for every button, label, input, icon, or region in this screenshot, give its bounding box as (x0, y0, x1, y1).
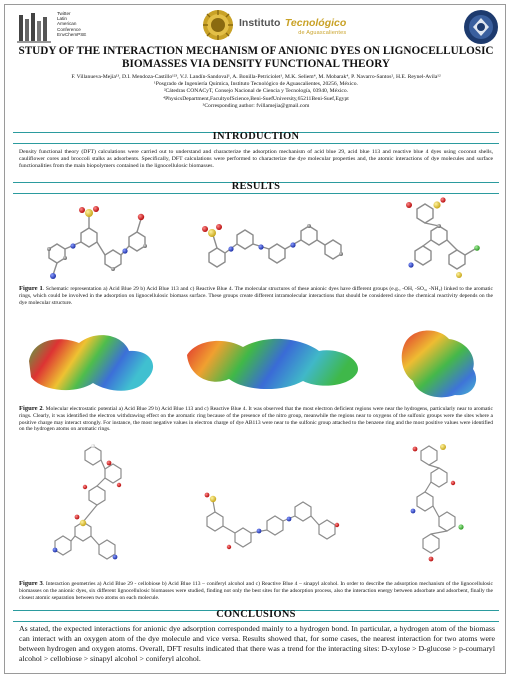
author-block (15, 74, 497, 110)
affiliation: ²Cátedras CONACyT, Consejo Nacional de Ciencia y Tecnología, 03940, México. (163, 88, 349, 95)
institution-word: Instituto (239, 17, 281, 29)
mep-acid-blue-29 (29, 335, 153, 391)
figure-1-caption (19, 286, 493, 306)
caption-text: . Molecular electrostatic potential a) Acid Blue 29 b) Acid Blue 113 and c) Reactive Blue 4. It was observed that the most electron deficient regions were near the hydrogens, particularly near to aromatic rings. Clearly, it was identified the electron withdrawing effect on the aromatic ring because of the presence of the nitro group, meanwhile the regions near to oxygens of the sulfonic groups were the sites where a positive charge may interact strongly. For instance, the most negative values in electron charge of dye AB113 were near to the sulfonic group attached to the benzene ring and the most positive values were identified on the hydrogen atoms on aromatic rings. (19, 406, 493, 433)
institution-subtitle: de Aguascalientes (298, 30, 347, 36)
tecnm-seal-icon (461, 8, 501, 46)
conclusions-header (13, 607, 499, 623)
section-title: CONCLUSIONS (216, 609, 296, 620)
conference-logo (13, 11, 55, 45)
logo-line: Conference (57, 26, 81, 32)
figure-2-mep-maps (19, 321, 495, 403)
section-title: INTRODUCTION (212, 131, 300, 142)
introduction-header (13, 129, 499, 145)
poster-title: STUDY OF THE INTERACTION MECHANISM OF ANIONIC DYES ON LIGNOCELLULOSIC BIOMASSES VIA DENSITY FUNCTIONAL THEORY (18, 45, 494, 70)
conclusions-text: As stated, the expected interactions for anionic dye adsorption corresponded mainly to a hydrogen bond. In particular, a hydrogen atom of the biomass can interact with an oxygen atom of the dye molecule and vice versa. Results showed that, for some cases, the nearest interaction for two atoms were between hydrogen and oxygen atoms. Overall, DFT results indicated that there was a trend for the interacting sites: D-xylose > D-glucose > p-coumaryl alcohol > cellobiose > sinapyl alcohol > coniferyl alcohol. (19, 624, 495, 663)
conference-logo-text (57, 11, 86, 37)
mep-acid-blue-113 (187, 339, 358, 389)
reactive-blue-4-structure (415, 204, 475, 269)
logo-line: Twitter (57, 11, 71, 16)
acid-blue-113-structure (209, 226, 341, 267)
author-list: F. Villanueva-Mejía¹³, D.I. Mendoza-Castillo¹²³, V.J. Landín-Sandoval¹, A. Bonilla-Petriciolet¹, M.K. Seliem⁴, M. Mobarak⁴, P. Navarro-Santos², H.E. Reynel-Avila¹² (71, 74, 441, 80)
poster (4, 4, 506, 674)
sun-emblem-icon (201, 8, 235, 42)
geometry-acid-blue-113-coniferyl (207, 501, 335, 547)
figure-label: Figure 1 (19, 285, 43, 292)
corresponding-author: ³Corresponding author: fvillamejia@gmail.com (202, 102, 310, 109)
caption-text: . Interaction geometries a) Acid Blue 29 - cellobiose b) Acid Blue 113 – coniferyl alcohol and c) Reactive Blue 4 – sinapyl alcohol. In order to describe the adsorption mechanism of the lignocellulosic biomasses on the anionic dyes, six different lignocellulosic biomasses were studied, finding not only the best sites for the adsorption process, also the interaction energy between adsorbate and adsorbent, finally the closest atomic separation between two atoms on each molecule. (19, 581, 493, 601)
figure-1-molecules (19, 197, 495, 283)
institution-name (239, 13, 346, 36)
acid-blue-29-structure (49, 215, 145, 275)
affiliation: ¹Posgrado de Ingeniería Química, Instituto Tecnológico de Aguascalientes, 20256, México. (154, 81, 358, 88)
geometry-reactive-blue-4-sinapyl (417, 446, 455, 553)
logo-line: Latin (57, 16, 67, 22)
figure-label: Figure 2 (19, 405, 43, 412)
mep-reactive-blue-4 (402, 330, 476, 397)
logo-line: American (57, 21, 77, 27)
section-title: RESULTS (231, 181, 281, 192)
caption-text: . Schematic representation a) Acid Blue 29 b) Acid Blue 113 and c) Reactive Blue 4. The molecular structures of these anionic dyes have different groups (e.g., -OH, -SO₃, -NH₂) linked to the aromatic rings, which could be involved in the adsorption on lignocellulosic biomass surface. These groups create different intramolecular interactions that should be considered since the chemical reactivity depends on the dye molecular structure. (19, 286, 493, 306)
figure-2-caption (19, 406, 493, 433)
logo-line: EnvChemPSE (57, 31, 87, 37)
affiliation: ⁴PhysicsDepartment,FacultyofScience,Beni-SuefUniversity,65211Beni-Suef,Egypt (163, 95, 349, 102)
figure-3-caption (19, 581, 493, 601)
figure-label: Figure 3 (19, 580, 43, 587)
institution-word: Tecnológico (284, 17, 347, 29)
results-header (13, 179, 499, 195)
figure-3-interaction-geometries (19, 441, 495, 577)
introduction-text: Density functional theory (DFT) calculations were carried out to understand and characterize the adsorption mechanism of acid blue 29, acid blue 113 and reactive blue 4 dyes using coconut shells, cauliflower cores and broccoli stalks as adsorbents. Specifically, DFT calculations were performed to characterize the dye molecular properties and, the atomic interactions of dye molecules and surface functionalities from the main biopolymers contained in the lignocellulosic biomasses. (19, 149, 493, 170)
